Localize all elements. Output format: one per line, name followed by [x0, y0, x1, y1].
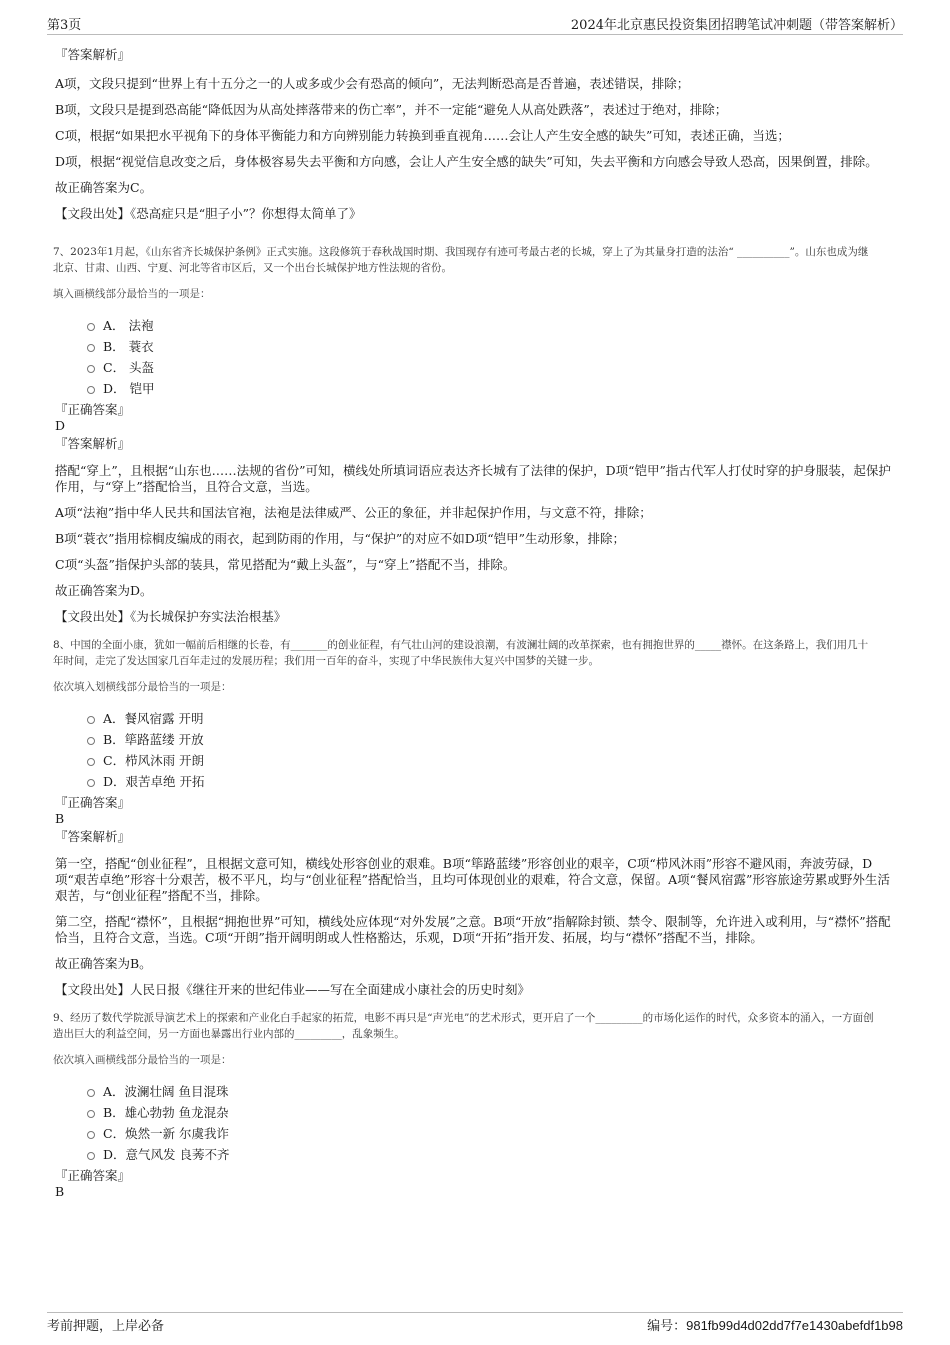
- radio-icon[interactable]: [87, 344, 95, 352]
- radio-icon[interactable]: [87, 758, 95, 766]
- option-label: B．筚路蓝缕 开放: [103, 732, 204, 747]
- q6-analysis-a: A项，文段只提到“世界上有十五分之一的人或多或少会有恐高的倾向”，无法判断恐高是否普遍，表述错误，排除；: [55, 76, 690, 91]
- q7-analysis-main: 搭配“穿上”，且根据“山东也……法规的省份”可知，横线处所填词语应表达齐长城有了法律的保护，D项“铠甲”指古代军人打仗时穿的护身服装，起保护作用，与“穿上”搭配恰当，且符合文意，当选。: [55, 463, 891, 494]
- option-label: B．雄心勃勃 鱼龙混杂: [103, 1105, 229, 1120]
- q7-analysis-a: A项“法袍”指中华人民共和国法官袍，法袍是法律威严、公正的象征，并非起保护作用，与文意不符，排除；: [55, 505, 652, 520]
- q9-option-b[interactable]: [87, 1102, 895, 1123]
- radio-icon[interactable]: [87, 1131, 95, 1139]
- q8-stem-line-1: 8、中国的全面小康，犹如一幅前后相继的长卷，有_______的创业征程，有气壮山河的建设浪潮，有波澜壮阔的改革探索，也有拥抱世界的_____襟怀。在这条路上，我们用几十: [53, 639, 869, 651]
- page-content: [55, 40, 895, 1201]
- q9-option-c[interactable]: [87, 1123, 895, 1144]
- q8-instruction: 依次填入划横线部分最恰当的一项是：: [53, 681, 232, 693]
- q9-stem-line-2: 造出巨大的利益空间，另一方面也暴露出行业内部的_________，乱象频生。: [53, 1028, 405, 1040]
- q8-option-b[interactable]: [87, 729, 895, 750]
- q7-option-d[interactable]: [87, 378, 895, 399]
- q9-instruction: 依次填入画横线部分最恰当的一项是：: [53, 1054, 232, 1066]
- q8-stem: [53, 637, 895, 669]
- page-header: [47, 14, 903, 35]
- q8-source: 【文段出处】人民日报《继往开来的世纪伟业——写在全面建成小康社会的历史时刻》: [55, 982, 531, 997]
- radio-icon[interactable]: [87, 386, 95, 394]
- q7-stem-line-1: 7、2023年1月起，《山东省齐长城保护条例》正式实施。这段修筑于春秋战国时期、我国现存有迹可考最古老的长城，穿上了为其量身打造的法治“ __________”。山东也成为继: [53, 246, 869, 258]
- option-label: B． 蓑衣: [103, 339, 154, 354]
- q8-option-c[interactable]: [87, 750, 895, 771]
- q7-option-b[interactable]: [87, 336, 895, 357]
- q9-correct-label: 『正确答案』: [55, 1168, 131, 1183]
- q7-source: 【文段出处】《为长城保护夯实法治根基》: [55, 609, 287, 624]
- q9-stem-line-1: 9、经历了数代学院派导演艺术上的探索和产业化白手起家的拓荒，电影不再只是“声光电”的艺术形式，更开启了一个_________的市场化运作的时代，众多资本的涌入，一方面创: [53, 1012, 874, 1024]
- option-label: A．餐风宿露 开明: [103, 711, 204, 726]
- option-label: C．栉风沐雨 开朗: [103, 753, 205, 768]
- q8-conclusion: 故正确答案为B。: [55, 956, 152, 971]
- q7-option-a[interactable]: [87, 315, 895, 336]
- radio-icon[interactable]: [87, 779, 95, 787]
- option-label: D．意气风发 良莠不齐: [103, 1147, 230, 1162]
- q8-options: [87, 708, 895, 792]
- q7-stem: [53, 244, 895, 276]
- q6-analysis-b: B项，文段只是提到恐高能“降低因为从高处摔落带来的伤亡率”，并不一定能“避免人从高处跌落”，表述过于绝对，排除；: [55, 102, 728, 117]
- option-label: D． 铠甲: [103, 381, 155, 396]
- radio-icon[interactable]: [87, 323, 95, 331]
- option-label: A．波澜壮阔 鱼目混珠: [103, 1084, 229, 1099]
- radio-icon[interactable]: [87, 1110, 95, 1118]
- q6-source: 【文段出处】《恐高症只是“胆子小”？你想得太简单了》: [55, 206, 362, 221]
- q7-stem-line-2: 北京、甘肃、山西、宁夏、河北等省市区后，又一个出台长城保护地方性法规的省份。: [53, 262, 452, 274]
- q9-stem: [53, 1010, 895, 1042]
- q9-options: [87, 1081, 895, 1165]
- q8-analysis-label: 『答案解析』: [55, 829, 131, 844]
- q8-option-d[interactable]: [87, 771, 895, 792]
- option-label: A． 法袍: [103, 318, 154, 333]
- option-label: C． 头盔: [103, 360, 155, 375]
- q8-analysis-second-blank: 第二空，搭配“襟怀”，且根据“拥抱世界”可知，横线处应体现“对外发展”之意。B项“开放”指解除封锁、禁令、限制等，允许进入或利用，与“襟怀”搭配恰当，且符合文意，当选。C项“开朗”指开阔明朗或人性格豁达，乐观，D项“开拓”指开发、拓展，均与“襟怀”搭配不当，排除。: [55, 914, 891, 945]
- radio-icon[interactable]: [87, 1089, 95, 1097]
- q8-stem-line-2: 年时间，走完了发达国家几百年走过的发展历程；我们用一百年的奋斗，实现了中华民族伟大复兴中国梦的关键一步。: [53, 655, 599, 667]
- page-footer: [47, 1312, 903, 1337]
- q8-correct-label: 『正确答案』: [55, 795, 131, 810]
- radio-icon[interactable]: [87, 737, 95, 745]
- q7-options: [87, 315, 895, 399]
- q7-analysis-b: B项“蓑衣”指用棕榈皮编成的雨衣，起到防雨的作用，与“保护”的对应不如D项“铠甲”生动形象，排除；: [55, 531, 626, 546]
- option-label: C．焕然一新 尔虞我诈: [103, 1126, 230, 1141]
- q8-analysis-first-blank: 第一空，搭配“创业征程”，且根据文意可知，横线处形容创业的艰难。B项“筚路蓝缕”形容创业的艰辛，C项“栉风沐雨”形容不避风雨，奔波劳碌，D项“艰苦卓绝”形容十分艰苦，极不平凡，均与“创业征程”搭配恰当，且均可体现创业的艰难，符合文意，保留。A项“餐风宿露”形容旅途劳累或野外生活艰苦，与“创业征程”搭配不当，排除。: [55, 856, 890, 903]
- q7-analysis-label: 『答案解析』: [55, 436, 131, 451]
- q7-conclusion: 故正确答案为D。: [55, 583, 153, 598]
- page-number: 第3页: [47, 18, 82, 33]
- radio-icon[interactable]: [87, 365, 95, 373]
- q6-analysis-label: 『答案解析』: [55, 47, 131, 62]
- q7-instruction: 填入画横线部分最恰当的一项是：: [53, 288, 211, 300]
- q6-analysis-d: D项，根据“视觉信息改变之后，身体极容易失去平衡和方向感，会让人产生安全感的缺失”可知，失去平衡和方向感会导致人恐高，因果倒置，排除。: [55, 154, 878, 169]
- q6-analysis-c: C项，根据“如果把水平视角下的身体平衡能力和方向辨别能力转换到垂直视角……会让人产生安全感的缺失”可知，表述正确，当选；: [55, 128, 790, 143]
- q8-correct-answer: B: [55, 811, 65, 826]
- q9-option-a[interactable]: [87, 1081, 895, 1102]
- q8-option-a[interactable]: [87, 708, 895, 729]
- document-title: 2024年北京惠民投资集团招聘笔试冲刺题（带答案解析）: [570, 18, 903, 33]
- footer-slogan: 考前押题，上岸必备: [47, 1319, 165, 1334]
- q7-correct-label: 『正确答案』: [55, 402, 131, 417]
- q7-correct-answer: D: [55, 418, 66, 433]
- document-id: 编号：981fb99d4d02dd7f7e1430abefdf1b98: [647, 1318, 903, 1333]
- q9-correct-answer: B: [55, 1184, 65, 1199]
- radio-icon[interactable]: [87, 1152, 95, 1160]
- q9-option-d[interactable]: [87, 1144, 895, 1165]
- q7-option-c[interactable]: [87, 357, 895, 378]
- radio-icon[interactable]: [87, 716, 95, 724]
- option-label: D．艰苦卓绝 开拓: [103, 774, 205, 789]
- q6-conclusion: 故正确答案为C。: [55, 180, 153, 195]
- q7-analysis-c: C项“头盔”指保护头部的装具，常见搭配为“戴上头盔”，与“穿上”搭配不当，排除。: [55, 557, 516, 572]
